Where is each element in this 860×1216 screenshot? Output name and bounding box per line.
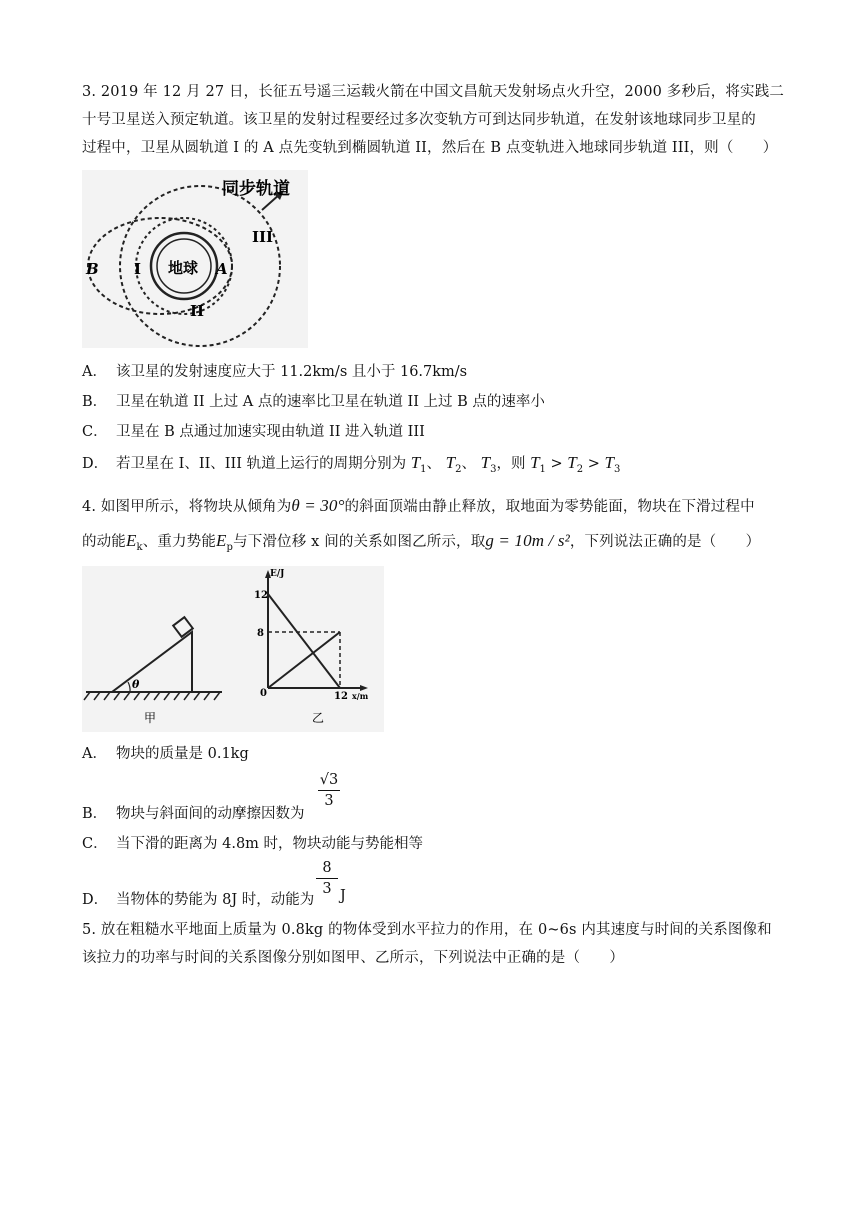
q3-line-1: 3. 2019 年 12 月 27 日，长征五号遥三运载火箭在中国文昌航天发射场点火升空，2000 多秒后，将实践二 [82, 84, 784, 100]
q3-option-d: D． 若卫星在 I、II、III 轨道上运行的周期分别为 $T_1$、 $T_2$、 $T_3$，则 $T_1 > T_2 > T_3$ [82, 453, 621, 475]
label-II: II [190, 302, 205, 320]
incline-energy-figure [82, 566, 384, 732]
q4-option-d-unit: J [340, 888, 346, 904]
y-tick-12: 12 [254, 590, 268, 601]
fraction-sqrt3-over-3: √3 3 [319, 772, 339, 809]
incline-sketch [84, 617, 222, 725]
origin-label: 0 [260, 688, 267, 699]
energy-displacement-graph [254, 569, 369, 725]
q4-option-b: B． 物块与斜面间的动摩擦因数为 [82, 806, 305, 822]
label-theta: θ [132, 678, 140, 691]
q3-option-c: C． 卫星在 B 点通过加速实现由轨道 II 进入轨道 III [82, 424, 425, 440]
q5-line-2: 该拉力的功率与时间的关系图像分别如图甲、乙所示，下列说法中正确的是（ ） [82, 950, 625, 966]
orbit-diagram [82, 170, 308, 348]
q3-option-a: A． 该卫星的发射速度应大于 11.2km/s 且小于 16.7km/s [82, 364, 468, 380]
label-A: A [216, 260, 228, 278]
label-III: III [252, 228, 274, 246]
q4-line-1: 4. 如图甲所示，将物块从倾角为θ = 30°的斜面顶端由静止释放，取地面为零势能面，物块在下滑过程中 [82, 496, 755, 515]
fraction-8-over-3: 8 3 [316, 860, 338, 897]
q4-stem [82, 492, 782, 562]
label-earth: 地球 [168, 259, 199, 277]
q4-option-d: D． 当物体的势能为 8J 时，动能为 [82, 892, 315, 908]
incline-energy-diagram [82, 566, 384, 732]
q4-option-c: C． 当下滑的距离为 4.8m 时，物块动能与势能相等 [82, 836, 424, 852]
y-tick-8: 8 [257, 628, 264, 639]
label-I: I [134, 260, 142, 278]
x-axis-label: x/m [352, 691, 369, 701]
label-B: B [86, 260, 99, 278]
label-yi: 乙 [312, 711, 325, 725]
q3-stem [82, 78, 782, 162]
q3-option-b: B． 卫星在轨道 II 上过 A 点的速率比卫星在轨道 II 上过 B 点的速率小 [82, 394, 545, 410]
q4-line-2: 的动能$E_k$、重力势能$E_p$与下滑位移 x 间的关系如图乙所示，取g = 10m / s²，下列说法正确的是（ ） [82, 531, 761, 553]
q5-line-1: 5. 放在粗糙水平地面上质量为 0.8kg 的物体受到水平拉力的作用，在 0~6s 内其速度与时间的关系图像和 [82, 922, 772, 938]
label-jia: 甲 [144, 711, 157, 725]
orbit-figure [82, 170, 308, 348]
q4-option-a: A． 物块的质量是 0.1kg [82, 746, 249, 762]
q3-line-2: 十号卫星送入预定轨道。该卫星的发射过程要经过多次变轨方可到达同步轨道，在发射该地球同步卫星的 [82, 112, 756, 128]
q5-stem [82, 916, 782, 972]
x-tick-12: 12 [334, 691, 348, 702]
y-axis-label: E/J [270, 569, 285, 579]
q3-line-3: 过程中，卫星从圆轨道 I 的 A 点先变轨到椭圆轨道 II，然后在 B 点变轨进入地球同步轨道 III，则（ ） [82, 140, 778, 156]
label-sync-orbit: 同步轨道 [222, 179, 290, 199]
